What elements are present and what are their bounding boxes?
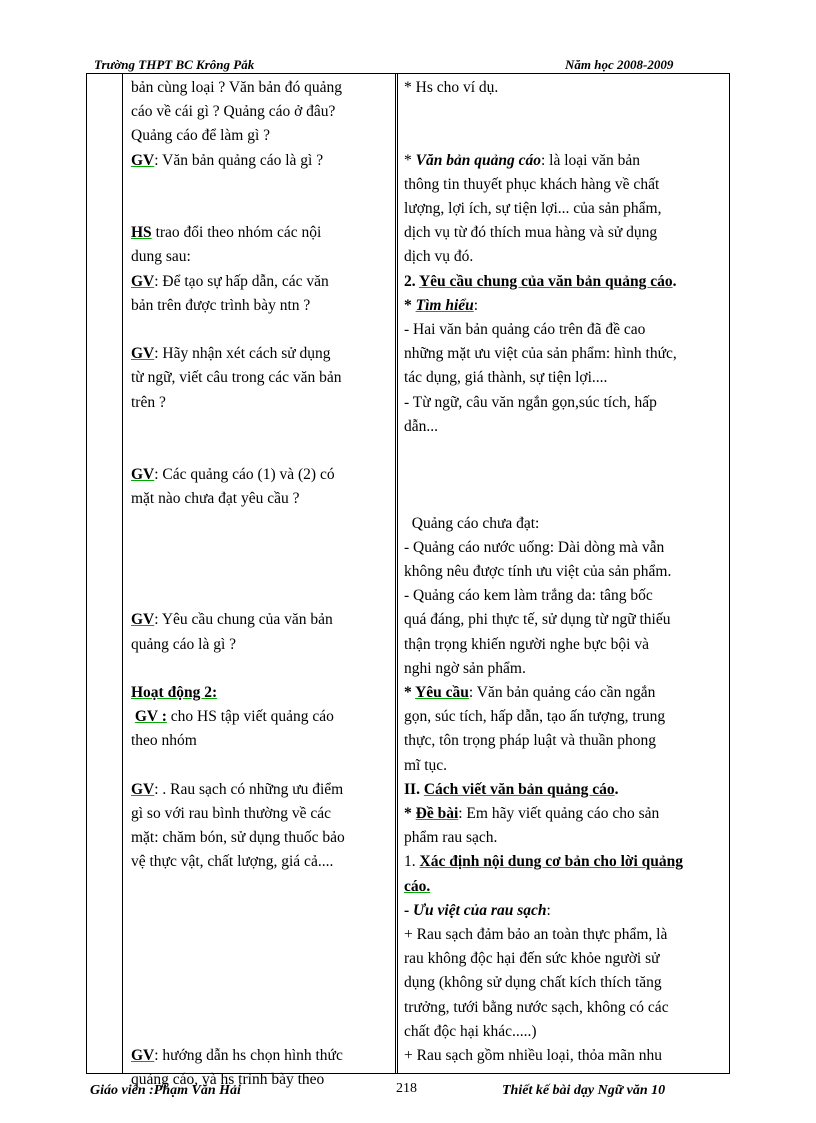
question-7: GV: hướng dẫn hs chọn hình thức [131,1046,343,1064]
page-number: 218 [396,1081,417,1096]
text-line: - Hai văn bản quảng cáo trên đã đề cao [404,321,646,338]
text-line: không nêu được tính ưu việt của sản phẩm. [404,562,672,580]
question-1: GV: Văn bản quảng cáo là gì ? [131,151,324,169]
question-6: GV: . Rau sạch có những ưu điểm [131,780,344,798]
requirement: * Yêu cầu: Văn bản quảng cáo cần ngắn [404,684,656,701]
footer-teacher: Giáo viên :Phạm Văn Hải [90,1083,241,1098]
question-3: GV: Hãy nhận xét cách sử dụng [131,345,331,363]
text-line: - Quảng cáo kem làm trắng da: tâng bốc [404,587,653,605]
text-line: gì so với rau bình thường về các [131,804,331,822]
text-line: lượng, lợi ích, sự tiện lợi... của sản phẩm, [404,199,662,217]
text-line: Quảng cáo chưa đạt: [404,514,540,532]
footer-book: Thiết kế bài dạy Ngữ văn 10 [502,1083,666,1098]
table-border-right [729,74,730,1073]
text-line: bản trên được trình bày ntn ? [131,296,311,314]
text-line: - Từ ngữ, câu văn ngắn gọn,súc tích, hấp [404,393,657,411]
text-line: tác dụng, giá thành, sự tiện lợi.... [404,369,608,387]
gv-label: GV [131,345,155,363]
text-line: - Quảng cáo nước uống: Dài dòng mà vẫn [404,538,665,556]
header-rule [86,73,730,74]
text-line: theo nhóm [131,732,197,750]
text-line: dịch vụ đó. [404,248,474,266]
question-5: GV: Yêu cầu chung của văn bản [131,611,333,629]
advantages-heading: - Ưu việt của rau sạch: [404,901,551,919]
text-line: từ ngữ, viết câu trong các văn bản [131,369,342,387]
text-line: vệ thực vật, chất lượng, giá cả.... [131,853,334,871]
table-border-middle [395,74,398,1073]
gv-label: GV [131,1046,155,1064]
explore-heading: * Tìm hiểu: [404,296,479,314]
gv-label: GV [131,272,155,290]
gv-label: GV [131,151,155,169]
section-2-heading: 2. Yêu cầu chung của văn bản quảng cáo. [404,272,677,290]
text-line: quảng cáo, và hs trình bày theo [131,1071,325,1089]
text-line: Quảng cáo để làm gì ? [131,127,271,145]
text-line: nghi ngờ sản phẩm. [404,659,526,677]
activity-2-title: Hoạt động 2: [131,683,218,701]
text-line: quảng cáo là gì ? [131,635,237,653]
text-line: những mặt ưu việt của sản phẩm: hình thức, [404,345,677,363]
text-line: trên ? [131,393,166,411]
text-line: bản cùng loại ? Văn bản đó quảng [131,79,343,96]
gv-label: GV [131,611,155,629]
gv-label: GV : [134,708,167,726]
right-column [404,76,726,1068]
text-line: mĩ tục. [404,756,448,774]
hs-label: HS [131,224,152,242]
student-task: HS trao đổi theo nhóm các nội [131,224,322,242]
gv-label: GV [131,466,155,484]
text-line: phẩm rau sạch. [404,829,498,847]
text-line: mặt nào chưa đạt yêu cầu ? [131,490,300,508]
gv-label: GV [131,780,155,798]
table-border-second [122,74,123,1073]
text-line: dụng (không sử dụng chất kích thích tăng [404,974,662,992]
left-column [131,76,389,1092]
text-line: + Rau sạch gồm nhiều loại, thỏa mãn nhu [404,1047,662,1065]
question-2: GV: Để tạo sự hấp dẫn, các văn [131,272,329,290]
definition: * Văn bản quảng cáo: là loại văn bản [404,151,640,169]
subsection-1-heading: 1. Xác định nội dung cơ bản cho lời quảng [404,853,684,871]
text-line: quá đáng, phi thực tế, sử dụng từ ngữ thiếu [404,611,671,629]
section-3-heading: II. Cách viết văn bản quảng cáo. [404,780,619,798]
exercise: * Đề bài: Em hãy viết quảng cáo cho sản [404,805,660,823]
text-line: mặt: chăm bón, sử dụng thuốc bảo [131,829,345,847]
question-4: GV: Các quảng cáo (1) và (2) có [131,466,335,484]
table-border-left [86,74,87,1073]
text-line: thận trọng khiến người nghe bực bội và [404,635,649,653]
text-line: dịch vụ từ đó thích mua hàng và sử dụng [404,224,658,242]
text-line: * Hs cho ví dụ. [404,79,499,96]
text-line: chất độc hại khác.....) [404,1022,537,1040]
text-line: thực, tôn trọng pháp luật và thuần phong [404,732,657,750]
text-line: dẫn... [404,417,439,435]
page-header-year: Năm học 2008-2009 [565,57,674,72]
text-line: + Rau sạch đảm bảo an toàn thực phẩm, là [404,926,668,944]
text-line: rau không độc hại đến sức khỏe người sử [404,950,660,968]
activity-2-task: GV : cho HS tập viết quảng cáo [134,708,334,726]
page-header-school: Trường THPT BC Krông Pắk [94,57,255,72]
subsection-1-heading-cont: cáo. [404,877,431,895]
footer-rule [86,1073,730,1074]
text-line: thông tin thuyết phục khách hàng về chất [404,175,660,193]
text-line: trưởng, tưới bằng nước sạch, không có các [404,998,669,1016]
text-line: dung sau: [131,248,191,266]
text-line: gọn, súc tích, hấp dẫn, tạo ấn tượng, trung [404,708,666,726]
text-line: cáo về cái gì ? Quảng cáo ở đâu? [131,103,336,121]
